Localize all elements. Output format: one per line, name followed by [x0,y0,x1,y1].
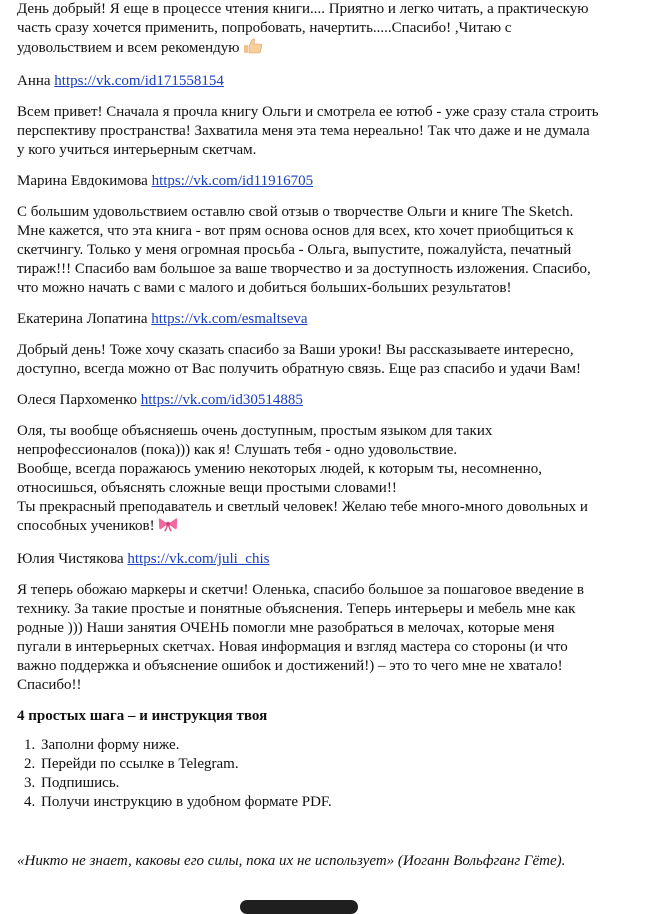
step-item: 1. Заполни форму ниже. [39,736,632,755]
author-profile-link[interactable]: https://vk.com/esmaltseva [151,311,308,327]
step-item: 2. Перейди по ссылке в Telegram. [39,755,632,774]
review-text: Я теперь обожаю маркеры и скетчи! Оленька, спасибо большое за пошаговое введение в технику. За такие простые и понятные объяснения. Теперь интерьеры и мебель мне как родные ))) Наши занятия ОЧЕНЬ помогли мне разобраться в мелочах, которые меня пугали в интерьерных скетчах. Новая информация и взгляд мастера со стороны (и что важно поддержка и объяснение ошибок и достижений!) – это то чего мне не хватало! Спасибо!! [17,582,584,693]
goethe-quote: «Никто не знает, каковы его силы, пока их не использует» (Иоганн Вольфганг Гёте). [17,853,566,869]
author-profile-link[interactable]: https://vk.com/id11916705 [151,173,314,189]
bottom-pill-button[interactable] [240,900,358,914]
review-author: Юлия Чистякова https://vk.com/juli_chis [17,551,270,567]
author-profile-link[interactable]: https://vk.com/juli_chis [127,551,270,567]
thumbs-up-icon [243,38,263,60]
review-author: Анна https://vk.com/id171558154 [17,73,224,89]
review-author: Марина Евдокимова https://vk.com/id11916705 [17,173,314,189]
review-text: Всем привет! Сначала я прочла книгу Ольги и смотрела ее ютюб - уже сразу стала строить перспективу пространства! Захватила меня эта тема нереально! Так что даже и не думала у кого учиться интерьерным скетчам. [17,104,599,158]
review-author: Олеся Пархоменко https://vk.com/id30514885 [17,392,303,408]
review-text: С большим удовольствием оставлю свой отзыв о творчестве Ольги и книге The Sketch. Мне кажется, что эта книга - вот прям основа основ для всех, кто хочет приобщиться к скетчингу. Только у меня огромная просьба - Ольга, выпустите, пожалуйста, печатный тираж!!! Спасибо вам большое за ваше творчество и за доступность изложения. Спасибо, что можно начать с вами с малого и добиться больших-больших результатов! [17,204,591,296]
review-author: Екатерина Лопатина https://vk.com/esmaltseva [17,311,308,327]
steps-heading: 4 простых шага – и инструкция твоя [17,708,268,724]
review-text: День добрый! Я еще в процессе чтения книги.... Приятно и легко читать, а практическую часть сразу хочется применить, попробовать, начертить.....Спасибо! ,Читаю с удовольствием и всем рекомендую [17,0,632,60]
author-profile-link[interactable]: https://vk.com/id171558154 [54,73,224,89]
step-item: 3. Подпишись. [39,774,632,793]
steps-list [17,736,632,812]
step-item: 4. Получи инструкцию в удобном формате PDF. [39,793,632,812]
ribbon-icon [158,517,178,538]
author-profile-link[interactable]: https://vk.com/id30514885 [140,392,303,408]
review-text: Добрый день! Тоже хочу сказать спасибо за Ваши уроки! Вы рассказываете интересно, доступно, всегда можно от Вас получить обратную связь. Еще раз спасибо и удачи Вам! [17,342,581,377]
review-text: Оля, ты вообще объясняешь очень доступным, простым языком для таких непрофессионалов (пока))) как я! Слушать тебя - одно удовольствие. Вообще, всегда поражаюсь умению некоторых людей, к которым ты, несомненно, относишься, объяснять сложные вещи простыми словами!! Ты прекрасный преподаватель и светлый человек! Желаю тебе много-много довольных и способных учеников! [17,422,632,538]
